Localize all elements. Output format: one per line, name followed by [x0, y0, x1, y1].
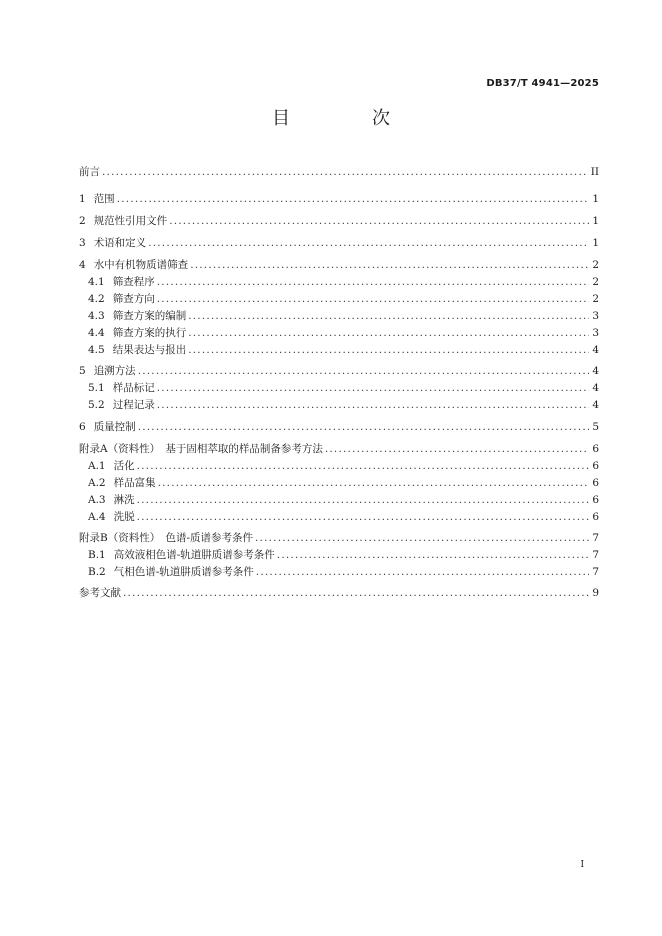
toc-entry-title: 追溯方法	[93, 365, 136, 377]
toc-entry-title: 样品标记	[112, 382, 155, 394]
toc-leader-dots	[117, 193, 590, 205]
toc-entry-page: 3	[592, 327, 599, 339]
toc-entry-number: 4.4	[88, 327, 105, 339]
toc-entry-title: 活化	[113, 460, 135, 472]
toc-entry-number: 4.2	[88, 293, 105, 305]
toc-entry-number: 3	[79, 237, 86, 249]
toc-entry-title: 洗脱	[113, 511, 135, 523]
standard-code: DB37/T 4941—2025	[486, 78, 599, 89]
toc-entry-page: 6	[592, 477, 599, 489]
toc-entry-number: 5.1	[88, 382, 105, 394]
toc-leader-dots	[188, 327, 589, 339]
toc-entry-title: 高效液相色谱-轨道肼质谱参考条件	[113, 549, 275, 561]
toc-entry-6[interactable]	[79, 419, 599, 434]
toc-leader-dots	[188, 310, 589, 322]
toc-entry-number: A.4	[88, 511, 106, 523]
toc-entry-page: 9	[592, 587, 599, 599]
toc-entry-page: 7	[592, 549, 599, 561]
toc-entry-page: 1	[592, 193, 599, 205]
toc-entry-page: 2	[592, 293, 599, 305]
toc-entry-page: 2	[592, 276, 599, 288]
toc-title: 目 次	[272, 108, 422, 129]
toc-entry-page: II	[590, 166, 599, 178]
toc-entry-number: A.2	[88, 477, 106, 489]
toc-entry-page: 4	[592, 344, 599, 356]
toc-entry-title: 筛查方向	[112, 293, 155, 305]
toc-entry-page: 6	[592, 494, 599, 506]
toc-entry-number: 5	[79, 365, 86, 377]
toc-entry-5[interactable]	[79, 363, 599, 378]
toc-entry-number: 4.5	[88, 344, 105, 356]
toc-entry-number: 4.1	[88, 276, 105, 288]
toc-entry-4-3[interactable]	[79, 308, 599, 323]
toc-entry-a-3[interactable]	[79, 492, 599, 507]
toc-entry-title: 筛查方案的执行	[112, 327, 187, 339]
toc-entry-title: 前言	[79, 166, 100, 178]
toc-leader-dots	[325, 443, 589, 455]
toc-entry-title: 筛查方案的编制	[112, 310, 187, 322]
toc-entry-page: 7	[592, 566, 599, 578]
toc-entry-title: 水中有机物质谱筛查	[93, 259, 189, 271]
toc-leader-dots	[169, 215, 589, 227]
toc-entry-number: 4	[79, 259, 86, 271]
toc-entry-4-4[interactable]	[79, 325, 599, 340]
toc-entry-page: 4	[592, 399, 599, 411]
toc-entry-number: A.1	[88, 460, 106, 472]
toc-entry-title: 筛查程序	[112, 276, 155, 288]
toc-entry-page: 7	[592, 532, 599, 544]
toc-leader-dots	[137, 494, 590, 506]
toc-entry-page: 6	[592, 511, 599, 523]
toc-leader-dots	[123, 587, 589, 599]
toc-leader-dots	[255, 532, 589, 544]
toc-leader-dots	[256, 566, 590, 578]
toc-entry-title: 附录A（资料性） 基于固相萃取的样品制备参考方法	[79, 443, 323, 455]
toc-entry-number: 6	[79, 421, 86, 433]
toc-entry-b-2[interactable]	[79, 564, 599, 579]
toc-entry-3[interactable]	[79, 235, 599, 250]
toc-entry-number: 5.2	[88, 399, 105, 411]
toc-entry-4-1[interactable]	[79, 274, 599, 289]
toc-entry-4-5[interactable]	[79, 342, 599, 357]
toc-entry-a-4[interactable]	[79, 509, 599, 524]
toc-leader-dots	[157, 399, 590, 411]
toc-entry-page: 6	[592, 443, 599, 455]
page-number: I	[580, 860, 584, 870]
toc-entry-page: 1	[592, 215, 599, 227]
toc-leader-dots	[102, 166, 588, 178]
toc-leader-dots	[277, 549, 590, 561]
toc-entry-title: 结果表达与报出	[112, 344, 187, 356]
toc-leader-dots	[190, 259, 589, 271]
toc-entry-4[interactable]	[79, 257, 599, 272]
toc-entry-number: 1	[79, 193, 86, 205]
toc-entry-appendix-a[interactable]	[79, 441, 599, 456]
toc-entry-5-2[interactable]	[79, 397, 599, 412]
toc-entry-number: 2	[79, 215, 86, 227]
toc-entry-5-1[interactable]	[79, 380, 599, 395]
toc-entry-page: 1	[592, 237, 599, 249]
toc-leader-dots	[137, 460, 590, 472]
toc-leader-dots	[157, 382, 590, 394]
toc-entry-page: 5	[592, 421, 599, 433]
toc-entry-2[interactable]	[79, 213, 599, 228]
toc-entry-4-2[interactable]	[79, 291, 599, 306]
toc-entry-a-1[interactable]	[79, 458, 599, 473]
toc-entry-references[interactable]	[79, 585, 599, 600]
toc-entry-title: 范围	[93, 193, 115, 205]
toc-entry-title: 过程记录	[112, 399, 155, 411]
toc-leader-dots	[188, 344, 589, 356]
toc-leader-dots	[148, 237, 589, 249]
toc-entry-page: 2	[592, 259, 599, 271]
toc-entry-number: B.2	[88, 566, 106, 578]
toc-leader-dots	[157, 293, 590, 305]
toc-entry-page: 6	[592, 460, 599, 472]
toc-entry-1[interactable]	[79, 191, 599, 206]
toc-entry-title: 样品富集	[113, 477, 156, 489]
toc-leader-dots	[138, 365, 590, 377]
toc-entry-title: 附录B（资料性） 色谱-质谱参考条件	[79, 532, 254, 544]
toc-entry-title: 术语和定义	[93, 237, 147, 249]
toc-entry-page: 4	[592, 382, 599, 394]
toc-leader-dots	[138, 421, 590, 433]
toc-entry-title: 规范性引用文件	[93, 215, 168, 227]
toc-entry-number: A.3	[88, 494, 106, 506]
toc-entry-title: 气相色谱-轨道肼质谱参考条件	[113, 566, 254, 578]
toc-entry-title: 淋洗	[113, 494, 135, 506]
toc-entry-foreword[interactable]	[79, 164, 599, 179]
toc-entry-number: 4.3	[88, 310, 105, 322]
toc-entry-b-1[interactable]	[79, 547, 599, 562]
toc-entry-page: 3	[592, 310, 599, 322]
toc-entry-title: 参考文献	[79, 587, 121, 599]
toc-leader-dots	[158, 477, 590, 489]
toc-entry-page: 4	[592, 365, 599, 377]
toc-entry-title: 质量控制	[93, 421, 136, 433]
toc-entry-number: B.1	[88, 549, 106, 561]
toc-leader-dots	[157, 276, 590, 288]
toc-entry-appendix-b[interactable]	[79, 530, 599, 545]
toc-leader-dots	[137, 511, 590, 523]
toc-entry-a-2[interactable]	[79, 475, 599, 490]
